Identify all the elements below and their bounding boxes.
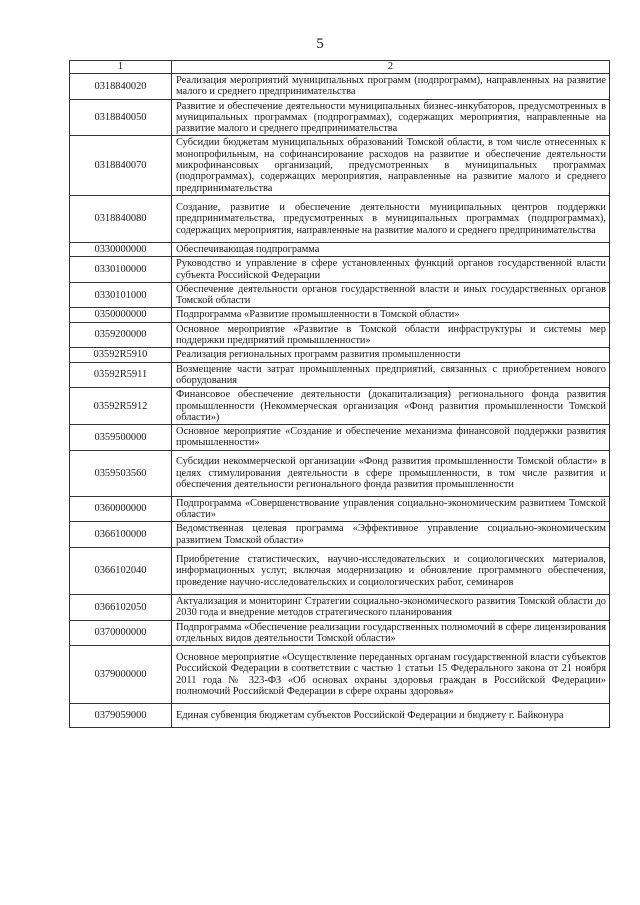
expense-description-cell: Субсидии бюджетам муниципальных образований Томской области, в том числе отнесенных к монопрофильным, на софинансирование расходов на развитие и обеспечение деятельности микрофинансовых организаций, предусмотренных в муниципальных программах (подпрограммах), содержащих мероприятия, направленные на развитие малого и среднего предпринимательства <box>172 136 610 195</box>
budget-code-cell: 0366102050 <box>70 594 172 620</box>
table-body <box>70 74 610 728</box>
table-row <box>70 242 610 256</box>
table-row <box>70 74 610 100</box>
budget-code-cell: 0318840080 <box>70 195 172 242</box>
table-row <box>70 99 610 136</box>
budget-code-cell: 0370000000 <box>70 620 172 646</box>
budget-code-cell: 0318840020 <box>70 74 172 100</box>
budget-code-cell: 0379000000 <box>70 646 172 704</box>
expense-description-cell: Основное мероприятие «Создание и обеспечение механизма финансовой поддержки развития промышленности» <box>172 425 610 451</box>
table-row <box>70 388 610 425</box>
expense-description-cell: Финансовое обеспечение деятельности (докапитализация) регионального фонда развития промышленности (Некоммерческая организация «Фонд развития промышленности Томской области») <box>172 388 610 425</box>
table-row <box>70 704 610 728</box>
budget-code-cell: 0360000000 <box>70 496 172 522</box>
table-row <box>70 547 610 594</box>
expense-description-cell: Единая субвенция бюджетам субъектов Российской Федерации и бюджету г. Байконура <box>172 704 610 728</box>
table-row <box>70 195 610 242</box>
expense-description-cell: Ведомственная целевая программа «Эффективное управление социально-экономическим развитием Томской области» <box>172 522 610 548</box>
table-row <box>70 322 610 348</box>
budget-code-cell: 0318840070 <box>70 136 172 195</box>
table-row <box>70 450 610 496</box>
table-header-row <box>70 61 610 74</box>
budget-code-cell: 0330000000 <box>70 242 172 256</box>
expense-description-cell: Субсидии некоммерческой организации «Фонд развития промышленности Томской области» в целях стимулирования деятельности в сфере промышленности, в том числе развития и обеспечения деятельности регионального фонда развития промышленности <box>172 450 610 496</box>
budget-code-cell: 0359500000 <box>70 425 172 451</box>
table-row <box>70 308 610 322</box>
expense-description-cell: Создание, развитие и обеспечение деятельности муниципальных центров поддержки предпринимательства, предусмотренных в муниципальных программах (подпрограммах), содержащих мероприятия, направленные на развитие малого и среднего предпринимательства <box>172 195 610 242</box>
budget-code-cell: 0359503560 <box>70 450 172 496</box>
table-row <box>70 282 610 308</box>
budget-code-cell: 0350000000 <box>70 308 172 322</box>
table-row <box>70 362 610 388</box>
table-row <box>70 522 610 548</box>
expense-description-cell: Руководство и управление в сфере установленных функций органов государственной власти субъекта Российской Федерации <box>172 257 610 283</box>
expense-description-cell: Основное мероприятие «Развитие в Томской области инфраструктуры и системы мер поддержки предприятий промышленности» <box>172 322 610 348</box>
expense-description-cell: Обеспечивающая подпрограмма <box>172 242 610 256</box>
expense-description-cell: Подпрограмма «Обеспечение реализации государственных полномочий в сфере лицензирования отдельных видов деятельности Томской области» <box>172 620 610 646</box>
expense-description-cell: Основное мероприятие «Осуществление переданных органам государственной власти субъектов Российской Федерации в соответствии с частью 1 статьи 15 Федерального закона от 21 ноября 2011 года № 323-ФЗ «Об основах охраны здоровья граждан в Российской Федерации» полномочий Российской Федерации в сфере охраны здоровья» <box>172 646 610 704</box>
table-row <box>70 136 610 195</box>
table-row <box>70 620 610 646</box>
table-row <box>70 646 610 704</box>
budget-code-cell: 0330101000 <box>70 282 172 308</box>
budget-classification-table <box>69 60 610 728</box>
table-row <box>70 496 610 522</box>
expense-description-cell: Реализация мероприятий муниципальных программ (подпрограмм), направленных на развитие малого и среднего предпринимательства <box>172 74 610 100</box>
expense-description-cell: Обеспечение деятельности органов государственной власти и иных государственных органов Томской области <box>172 282 610 308</box>
budget-code-cell: 03592R5911 <box>70 362 172 388</box>
expense-description-cell: Подпрограмма «Совершенствование управления социально-экономическим развитием Томской области» <box>172 496 610 522</box>
expense-description-cell: Возмещение части затрат промышленных предприятий, связанных с приобретением нового оборудования <box>172 362 610 388</box>
budget-code-cell: 0379059000 <box>70 704 172 728</box>
expense-description-cell: Актуализация и мониторинг Стратегии социально-экономического развития Томской области до 2030 года и внедрение методов стратегического планирования <box>172 594 610 620</box>
table-row <box>70 257 610 283</box>
expense-description-cell: Реализация региональных программ развития промышленности <box>172 348 610 362</box>
budget-code-cell: 0318840050 <box>70 99 172 136</box>
budget-code-cell: 03592R5910 <box>70 348 172 362</box>
table-row <box>70 594 610 620</box>
budget-code-cell: 0330100000 <box>70 257 172 283</box>
budget-code-cell: 0366100000 <box>70 522 172 548</box>
budget-code-cell: 03592R5912 <box>70 388 172 425</box>
budget-code-cell: 0359200000 <box>70 322 172 348</box>
expense-description-cell: Приобретение статистических, научно-исследовательских и социологических материалов, информационных услуг, включая модернизацию и обновление программного обеспечения, проведение научно-исследовательских и социологических работ, семинаров <box>172 547 610 594</box>
table-row <box>70 348 610 362</box>
expense-description-cell: Подпрограмма «Развитие промышленности в Томской области» <box>172 308 610 322</box>
budget-code-cell: 0366102040 <box>70 547 172 594</box>
column-header-code: 1 <box>70 61 172 74</box>
column-header-description: 2 <box>172 61 610 74</box>
page-number: 5 <box>316 36 324 52</box>
table-row <box>70 425 610 451</box>
expense-description-cell: Развитие и обеспечение деятельности муниципальных бизнес-инкубаторов, предусмотренных в муниципальных программах (подпрограммах), содержащих мероприятия, направленные на развитие малого и среднего предпринимательства <box>172 99 610 136</box>
